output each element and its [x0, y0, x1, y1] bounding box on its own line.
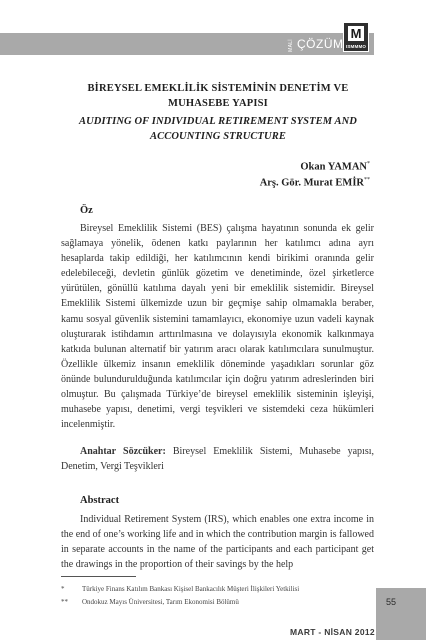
abstract-paragraph: Individual Retirement System (IRS), which enables one extra income in the end of one’s working life and in which the contribution margin is fallowed in separate accounts in the name of the participants and each participant get the drawings in the proportion of their savings by the help [61, 514, 374, 571]
keywords-label: Anahtar Sözcüker: [80, 446, 166, 457]
footnote-divider [61, 576, 136, 577]
article-title-turkish: BİREYSEL EMEKLİLİK SİSTEMİNİN DENETİM VE MUHASEBE YAPISI [87, 83, 349, 109]
logo-text: ISMMMO [345, 44, 367, 49]
author-2-mark: ** [364, 177, 370, 183]
ismmmo-logo [343, 22, 369, 52]
footnote-1-mark: * [61, 585, 65, 593]
logo-letter: M [348, 26, 364, 41]
issue-label: MART - NİSAN 2012 [290, 627, 375, 637]
keywords-paragraph [61, 444, 374, 474]
abstract-heading: Abstract [80, 495, 120, 506]
footnote-2 [61, 598, 239, 607]
footnote-2-mark: ** [61, 598, 68, 606]
footnote-2-text: Ondokuz Mayıs Üniversitesi, Tarım Ekonomisi Bölümü [82, 598, 239, 606]
author-1-name: Okan YAMAN [300, 161, 367, 173]
author-1 [300, 161, 370, 173]
section-title: ÇÖZÜM [297, 37, 344, 51]
header-small-label: MALİ [288, 39, 294, 52]
footnote-1 [61, 585, 299, 594]
article-title-english: AUDITING OF INDIVIDUAL RETIREMENT SYSTEM AND ACCOUNTING STRUCTURE [79, 116, 357, 142]
page-number: 55 [386, 597, 397, 607]
author-2 [260, 177, 370, 189]
oz-heading: Öz [80, 205, 93, 216]
author-2-name: Arş. Gör. Murat EMİR [259, 177, 364, 189]
oz-paragraph: Bireysel Emeklilik Sistemi (BES) çalışma hayatının sonunda ek gelir sağlamaya yönelik, ödenen katkı paylarının her katılımcı adına ayrı hesaplarda takip edildiği, her katılımcının kendi birikimi oranında gelir edelebileceği, devletin günlük gözetim ve denetiminde, özel şirketlerce yürütülen, gönüllü katılıma dayalı yeni bir emeklilik sistemidir. Bireysel Emeklilik Sistemi ülkemizde uzun bir geçmişe sahip olmamakla beraber, kamu sosyal güvenlik sistemini tamamlayıcı, ekonomiye uzun vadeli kaynak oluşturarak istihdamın arttırılmasına ve dolayısıyla ekonomik kalkınmaya katkıda bulunan alternatif bir yatırım aracı olarak katılımcılara sunulmuştur. Özellikle ülkemiz insanın emeklilik döneminde yaşadıkları sorunlar göz önünde bulundurulduğunda katılımcılar için doğru yatırım adreslerinden biri olmuştur. Bu çalışmada Türkiye’de bireysel emeklilik sisteminin işleyişi, muhasebe yapısı, denetimi, vergi teşvikleri ve sistemdeki ceza hükümleri incelenmiştir. [61, 223, 374, 431]
author-1-mark: * [367, 161, 370, 167]
page-number-box [376, 588, 426, 640]
footnote-1-text: Türkiye Finans Katılım Bankası Kişisel Bankacılık Müşteri İlişkileri Yetkilisi [82, 585, 300, 593]
keywords-text: Bireysel Emeklilik Sistemi, Muhasebe yapısı, Denetim, Vergi Teşvikleri [61, 446, 374, 473]
